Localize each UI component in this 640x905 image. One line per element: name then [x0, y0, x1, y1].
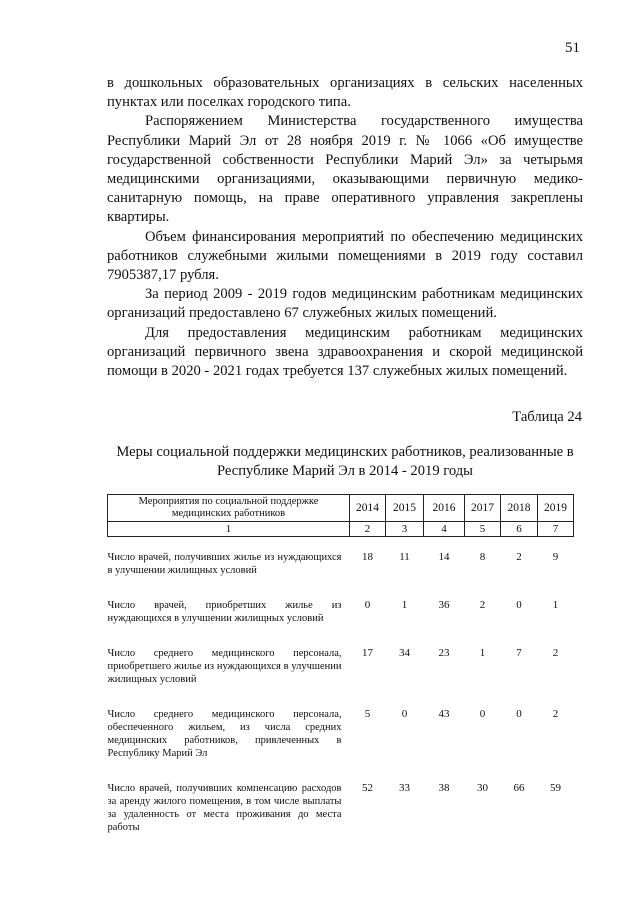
cell-value: 23	[438, 647, 450, 659]
cell-value: 38	[438, 782, 450, 794]
table-row	[108, 599, 574, 647]
paragraph: в дошкольных образовательных организациях в сельских населенных пунктах или поселках городского типа.	[107, 75, 583, 111]
cell-value: 0	[516, 599, 522, 611]
data-table	[107, 494, 574, 856]
column-number: 5	[465, 522, 501, 537]
cell-value: 2	[479, 599, 486, 611]
body-text	[107, 74, 583, 381]
cell-value: 66	[513, 782, 525, 794]
column-number: 4	[424, 522, 465, 537]
cell-value: 0	[479, 708, 486, 720]
paragraph: За период 2009 - 2019 годов медицинским работникам медицинских организаций предоставлено 67 служебных жилых помещений.	[107, 286, 583, 322]
header-year: 2018	[501, 495, 538, 522]
cell-value: 18	[362, 551, 373, 563]
row-label: Число врачей, получивших жилье из нуждающихся в улучшении жилищных условий	[107, 552, 342, 576]
cell-value: 34	[399, 647, 410, 659]
cell-value: 2	[516, 551, 522, 563]
cell-value: 2	[552, 647, 559, 659]
header-year: 2015	[386, 495, 424, 522]
cell-value: 0	[401, 708, 408, 720]
header-year: 2016	[424, 495, 465, 522]
cell-value: 14	[438, 551, 450, 563]
paragraph: Объем финансирования мероприятий по обеспечению медицинских работников служебными жилыми помещениями в 2019 году составил 7905387,17 рубля.	[107, 228, 583, 284]
table-title: Меры социальной поддержки медицинских работников, реализованные в Республике Марий Эл в 2014 - 2019 годы	[116, 444, 574, 479]
cell-value: 5	[364, 708, 371, 720]
table-row	[108, 647, 574, 708]
header-year: 2014	[350, 495, 386, 522]
column-number: 7	[538, 522, 574, 537]
cell-value: 33	[399, 782, 410, 794]
table-row	[108, 708, 574, 782]
column-number: 6	[501, 522, 538, 537]
table-header-row	[108, 495, 574, 522]
header-year: 2019	[538, 495, 574, 522]
column-number: 2	[350, 522, 386, 537]
column-number: 3	[386, 522, 424, 537]
cell-value: 2	[552, 708, 559, 720]
cell-value: 43	[438, 708, 450, 720]
table-column-numbers-row	[108, 522, 574, 537]
cell-value: 0	[364, 599, 371, 611]
row-label: Число среднего медицинского персонала, приобретшего жилье из нуждающихся в улучшении жилищных условий	[107, 648, 342, 685]
row-label: Число врачей, получивших компенсацию расходов за аренду жилого помещения, в том числе выплаты за удаленность от места проживания до места работы	[107, 783, 342, 833]
cell-value: 1	[479, 647, 486, 659]
cell-value: 9	[552, 551, 559, 563]
paragraph: Распоряжением Министерства государственного имущества Республики Марий Эл от 28 ноября 2019 г. № 1066 «Об имуществе государственной собственности Республики Марий Эл» за четырьмя медицинскими организациями, оказывающими первичную медико-санитарную помощь, на праве оперативного управления закреплены квартиры.	[107, 113, 583, 226]
cell-value: 30	[477, 782, 488, 794]
cell-value: 59	[550, 782, 561, 794]
cell-value: 36	[438, 599, 450, 611]
cell-value: 1	[552, 599, 559, 611]
cell-value: 52	[362, 782, 373, 794]
header-description: Мероприятия по социальной поддержке медицинских работников	[108, 495, 350, 522]
cell-value: 0	[516, 708, 522, 720]
table-row	[108, 551, 574, 599]
header-year: 2017	[465, 495, 501, 522]
row-label: Число врачей, приобретших жилье из нуждающихся в улучшении жилищных условий	[107, 600, 342, 624]
cell-value: 7	[516, 647, 522, 659]
page-number: 51	[565, 40, 580, 56]
table-row	[108, 782, 574, 856]
cell-value: 11	[399, 551, 410, 563]
column-number: 1	[108, 522, 350, 537]
cell-value: 8	[479, 551, 486, 563]
table-label: Таблица 24	[512, 409, 582, 425]
row-label: Число среднего медицинского персонала, обеспеченного жильем, из числа средних медицинских работников, привлеченных в Республику Марий Эл	[107, 709, 342, 759]
paragraph: Для предоставления медицинским работникам медицинских организаций первичного звена здравоохранения и скорой медицинской помощи в 2020 - 2021 годах требуется 137 служебных жилых помещений.	[107, 324, 583, 380]
cell-value: 17	[362, 647, 373, 659]
cell-value: 1	[401, 599, 408, 611]
